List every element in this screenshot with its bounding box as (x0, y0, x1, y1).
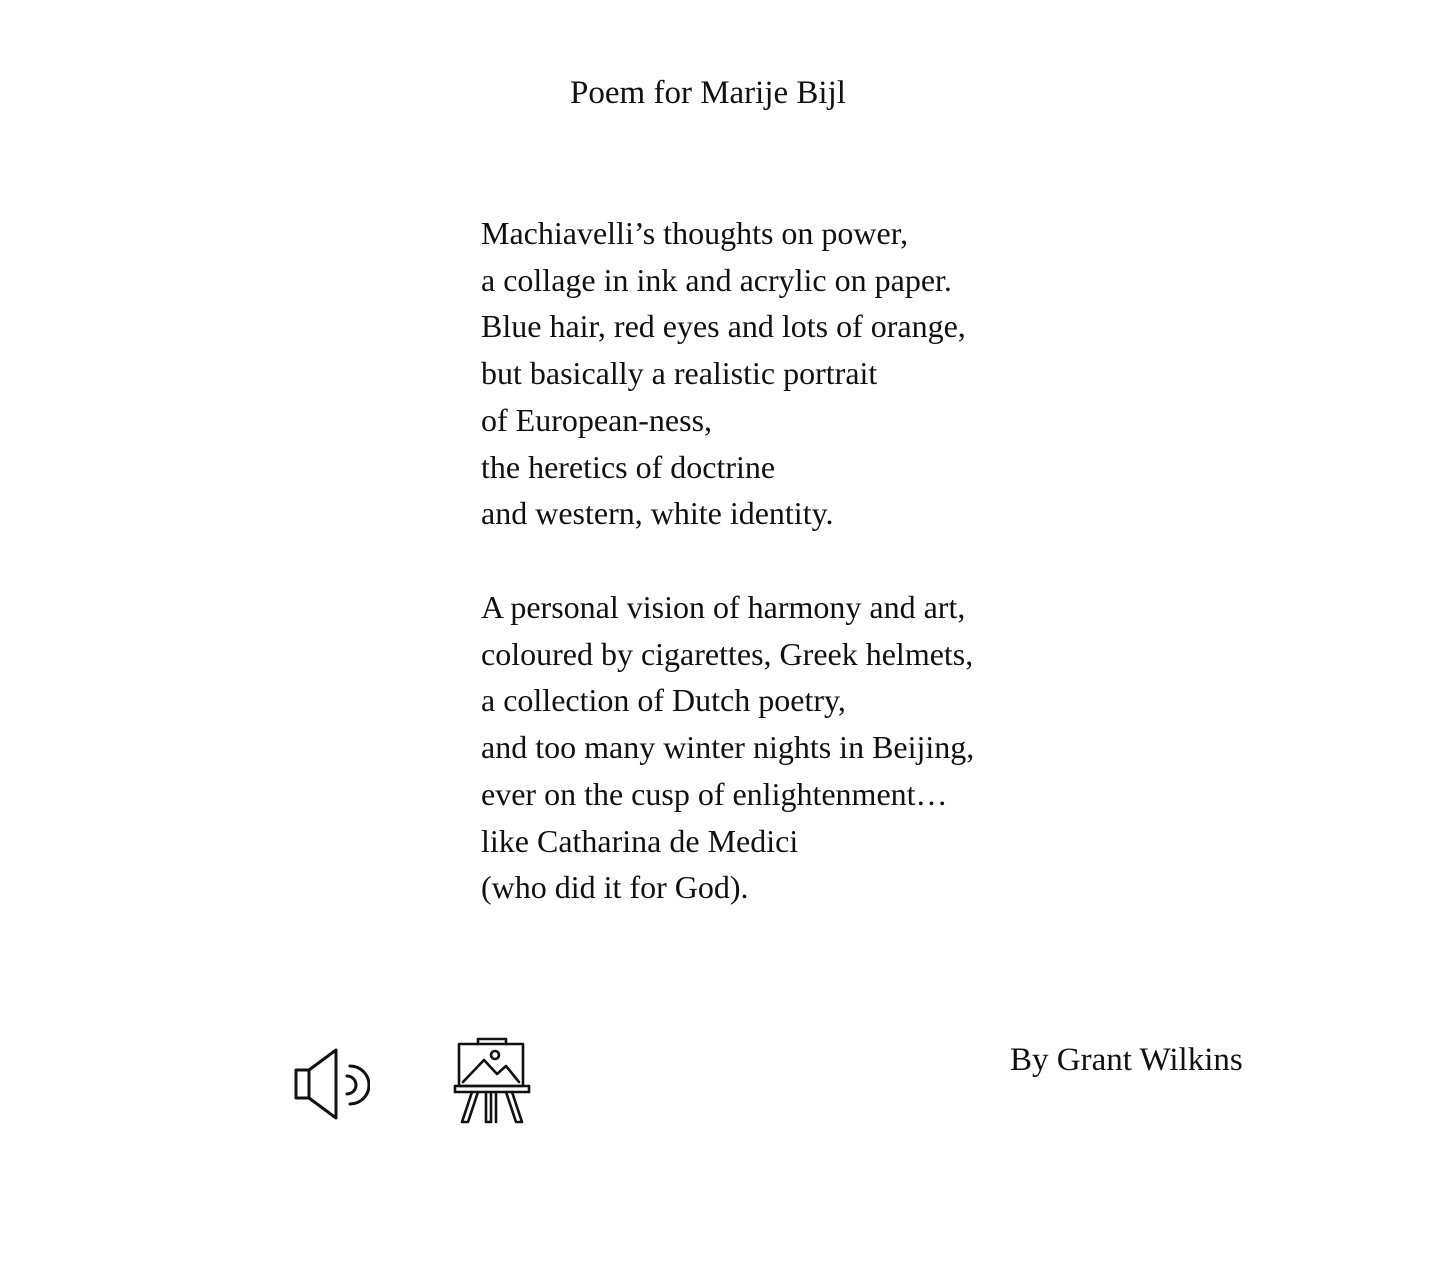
poem-line: and too many winter nights in Beijing, (481, 729, 975, 766)
poem-line: coloured by cigarettes, Greek helmets, (481, 635, 974, 672)
poem-line: like Catharina de Medici (481, 822, 799, 859)
poem-line: a collection of Dutch poetry, (481, 682, 846, 719)
speaker-icon[interactable] (290, 1046, 370, 1126)
author-byline: By Grant Wilkins (1010, 1042, 1243, 1078)
poem-line: and western, white identity. (481, 495, 834, 532)
poem-line: the heretics of doctrine (481, 448, 776, 485)
poem-line: of European-ness, (481, 401, 713, 438)
poem-line: but basically a realistic portrait (481, 355, 878, 392)
stanza-2 (481, 584, 974, 911)
poem-line: Blue hair, red eyes and lots of orange, (481, 308, 966, 345)
poem-line: A personal vision of harmony and art, (481, 589, 966, 625)
stanza-1 (481, 210, 966, 537)
poem-line: (who did it for God). (481, 869, 749, 906)
easel-painting-icon[interactable] (450, 1036, 534, 1126)
poem-line: a collage in ink and acrylic on paper. (481, 261, 952, 298)
poem-title: Poem for Marije Bijl (570, 75, 846, 111)
poem-line: Machiavelli’s thoughts on power, (481, 215, 909, 251)
poem-line: ever on the cusp of enlightenment… (481, 775, 948, 812)
